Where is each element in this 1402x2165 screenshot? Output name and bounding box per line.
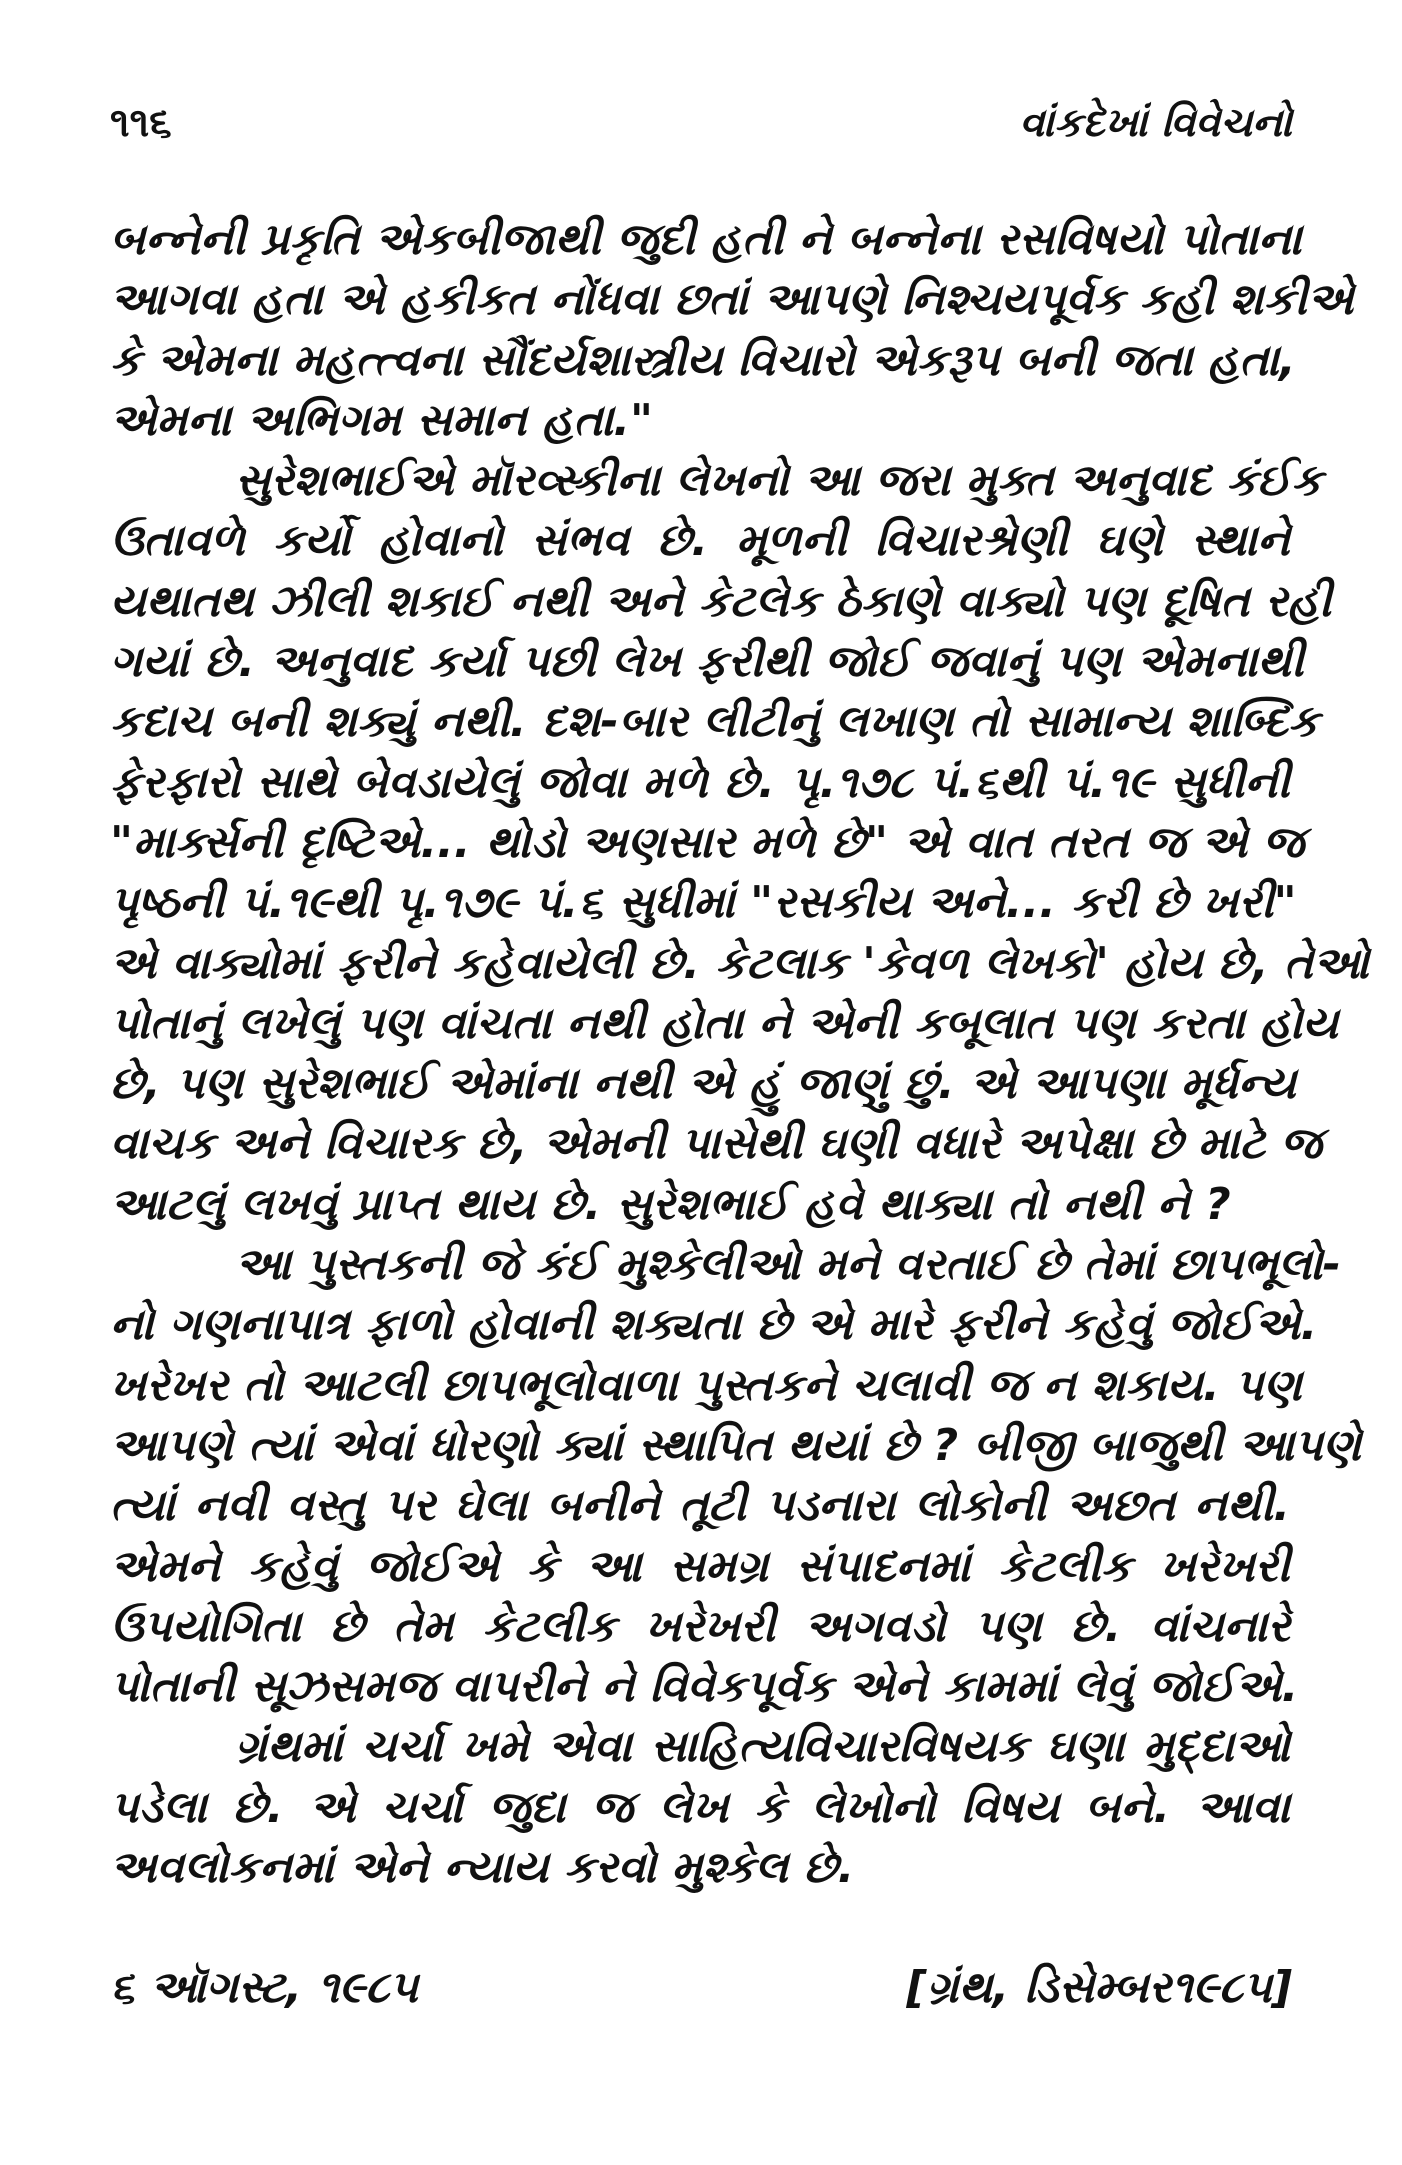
text-line: એમને કહેવું જોઈએ કે આ સમગ્ર સંપાદનમાં કેટલીક ખરેખરી: [110, 1540, 1290, 1592]
text-line: નો ગણનાપાત્ર ફાળો હોવાની શક્યતા છે એ મારે ફરીને કહેવું જોઈએ.: [110, 1299, 1318, 1351]
text-line: ત્યાં નવી વસ્તુ પર ઘેલા બનીને તૂટી પડનારા લોકોની અછત નથી.: [110, 1480, 1290, 1532]
page-header: [110, 100, 1292, 170]
text-line: ગ્રંથમાં ચર્ચા ખમે એવા સાહિત્યવિચારવિષયક ઘણા મુદ્દાઓ: [235, 1721, 1290, 1773]
text-line: આ પુસ્તકની જે કંઈ મુશ્કેલીઓ મને વરતાઈ છે તેમાં છાપભૂલો-: [235, 1239, 1341, 1291]
text-line: ઉતાવળે કર્યો હોવાનો સંભવ છે. મૂળની વિચારશ્રેણી ઘણે સ્થાને: [110, 515, 1290, 567]
paragraph-4: [110, 1717, 1290, 1898]
page-number: ૧૧૬: [110, 100, 172, 146]
text-line: આટલું લખવું પ્રાપ્ત થાય છે. સુરેશભાઈ હવે થાક્યા તો નથી ને ?: [110, 1178, 1231, 1230]
paragraph-2: [110, 451, 1369, 1235]
text-line: એમના અભિગમ સમાન હતા.": [110, 394, 653, 446]
text-line: ખરેખર તો આટલી છાપભૂલોવાળા પુસ્તકને ચલાવી જ ન શકાય. પણ: [110, 1359, 1302, 1411]
text-line: ફેરફારો સાથે બેવડાયેલું જોવા મળે છે. પૃ.૧૭૮ પં.૬થી પં.૧૯ સુધીની: [110, 756, 1290, 808]
text-line: "માર્ક્સની દૃષ્ટિએ... થોડો અણસાર મળે છે" એ વાત તરત જ એ જ: [110, 816, 1305, 868]
running-title: વાંકદેખાં વિવેચનો: [1019, 100, 1292, 146]
page-footer: [110, 1962, 1292, 2032]
text-line: આગવા હતા એ હકીકત નોંધવા છતાં આપણે નિશ્ચયપૂર્વક કહી શકીએ: [110, 274, 1354, 326]
text-line: ઉપયોગિતા છે તેમ કેટલીક ખરેખરી અગવડો પણ છે. વાંચનારે: [110, 1600, 1290, 1652]
text-line: બન્નેની પ્રકૃતિ એકબીજાથી જુદી હતી ને બન્નેના રસવિષયો પોતાના: [110, 214, 1302, 265]
text-line: આપણે ત્યાં એવાં ધોરણો ક્યાં સ્થાપિત થયાં છે ? બીજી બાજુથી આપણે: [110, 1419, 1362, 1471]
text-line: વાચક અને વિચારક છે, એમની પાસેથી ઘણી વધારે અપેક્ષા છે માટે જ: [110, 1118, 1322, 1170]
text-line: છે, પણ સુરેશભાઈ એમાંના નથી એ હું જાણું છું. એ આપણા મૂર્ધન્ય: [110, 1058, 1297, 1110]
text-line: સુરેશભાઈએ મૉરવ્સ્કીના લેખનો આ જરા મુક્ત અનુવાદ કંઈક: [235, 455, 1323, 507]
source-citation: [ગ્રંથ, ડિસેમ્બર૧૯૮૫]: [906, 1962, 1292, 2013]
paragraph-3: [110, 1235, 1362, 1717]
text-line: કદાચ બની શક્યું નથી. દશ-બાર લીટીનું લખાણ તો સામાન્ય શાબ્દિક: [110, 696, 1319, 748]
text-line: પોતાનું લખેલું પણ વાંચતા નથી હોતા ને એની કબૂલાત પણ કરતા હોય: [110, 997, 1339, 1049]
body-text: [110, 210, 1369, 1898]
text-line: અવલોકનમાં એને ન્યાય કરવો મુશ્કેલ છે.: [110, 1842, 855, 1894]
text-line: યથાતથ ઝીલી શકાઈ નથી અને કેટલેક ઠેકાણે વાક્યો પણ દૂષિત રહી: [110, 575, 1332, 627]
text-line: પૃષ્ઠની પં.૧૯થી પૃ.૧૭૯ પં.૬ સુધીમાં "રસકીય અને... કરી છે ખરી": [110, 877, 1297, 929]
paragraph-1: [110, 210, 1354, 451]
text-line: ગયાં છે. અનુવાદ કર્યા પછી લેખ ફરીથી જોઈ જવાનું પણ એમનાથી: [110, 636, 1304, 688]
text-line: પડેલા છે. એ ચર્ચા જુદા જ લેખ કે લેખોનો વિષય બને. આવા: [110, 1781, 1290, 1833]
text-line: કે એમના મહત્ત્વના સૌંદર્યશાસ્ત્રીય વિચારો એકરૂપ બની જતા હતા,: [110, 334, 1296, 386]
text-line: પોતાની સૂઝસમજ વાપરીને ને વિવેકપૂર્વક એને કામમાં લેવું જોઈએ.: [110, 1661, 1299, 1713]
dateline: ૬ ઑગસ્ટ, ૧૯૮૫: [110, 1962, 419, 2013]
text-line: એ વાક્યોમાં ફરીને કહેવાયેલી છે. કેટલાક 'કેવળ લેખકો' હોય છે, તેઓ: [110, 937, 1369, 989]
